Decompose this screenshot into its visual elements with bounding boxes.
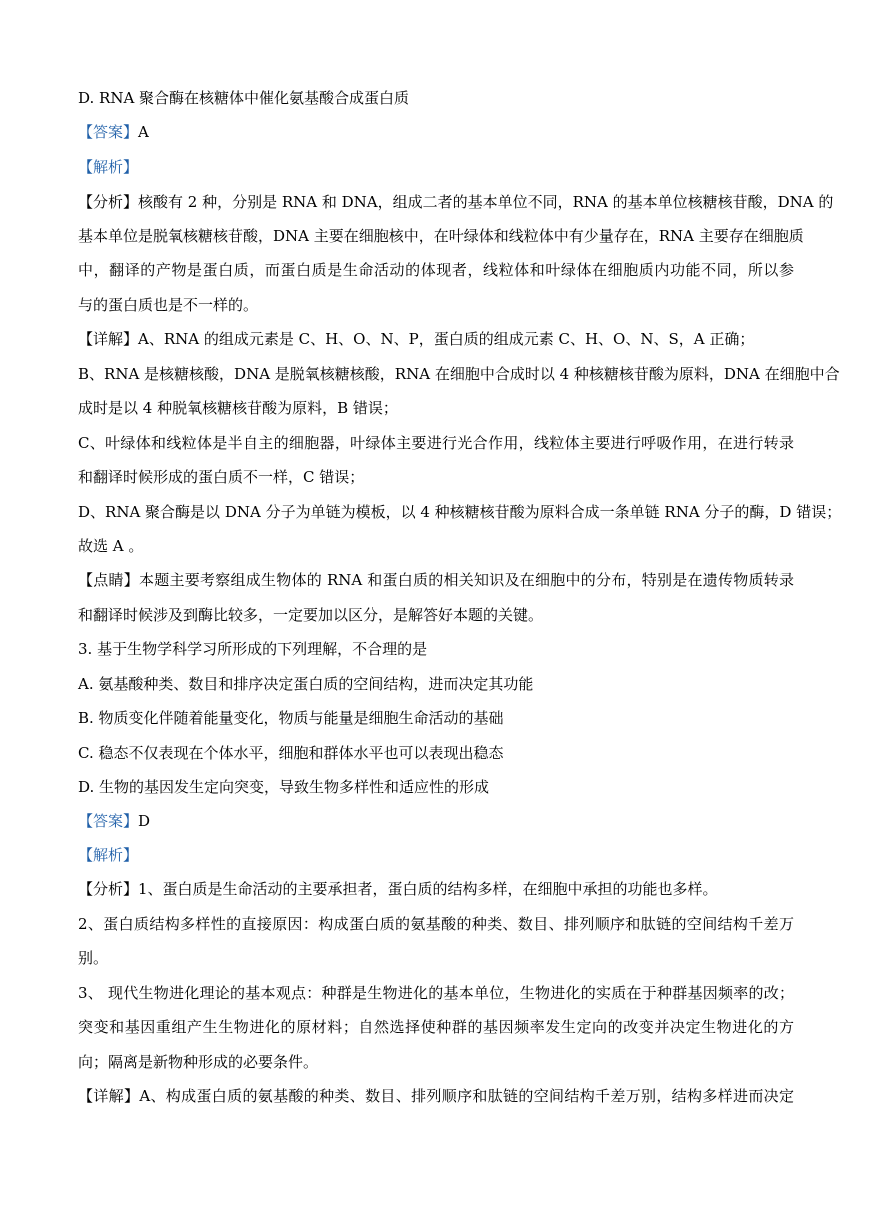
paragraph-line: 与的蛋白质也是不一样的。 (78, 296, 259, 314)
paragraph-line: 别。 (78, 949, 109, 967)
paragraph-line: 【分析】核酸有 2 种，分别是 RNA 和 DNA，组成二者的基本单位不同，RNA 的基本单位核糖核苷酸，DNA 的 (78, 193, 834, 211)
question-stem: 3. 基于生物学科学习所形成的下列理解，不合理的是 (78, 640, 428, 658)
paragraph-line: 【分析】1、蛋白质是生命活动的主要承担者，蛋白质的结构多样，在细胞中承担的功能也多样。 (78, 880, 718, 898)
option-d-line: D. RNA 聚合酶在核糖体中催化氨基酸合成蛋白质 (78, 89, 410, 107)
paragraph-line: 【点睛】本题主要考察组成生物体的 RNA 和蛋白质的相关知识及在细胞中的分布，特别是在遗传物质转录 (78, 571, 794, 589)
paragraph-line: D、RNA 聚合酶是以 DNA 分子为单链为模板，以 4 种核糖核苷酸为原料合成一条单链 RNA 分子的酶，D 错误； (78, 503, 842, 521)
option-b: B. 物质变化伴随着能量变化，物质与能量是细胞生命活动的基础 (78, 709, 504, 727)
answer-line (78, 811, 794, 831)
paragraph-line: C、叶绿体和线粒体是半自主的细胞器，叶绿体主要进行光合作用，线粒体主要进行呼吸作用，在进行转录 (78, 434, 794, 452)
paragraph-line: 向；隔离是新物种形成的必要条件。 (78, 1053, 319, 1071)
paragraph-line: 2、蛋白质结构多样性的直接原因：构成蛋白质的氨基酸的种类、数目、排列顺序和肽链的空间结构千差万 (78, 915, 794, 933)
paragraph-line: 成时是以 4 种脱氧核糖核苷酸为原料，B 错误； (78, 399, 398, 417)
analysis-heading (78, 845, 794, 865)
analysis-tag: 【解析】 (78, 158, 139, 176)
option-c: C. 稳态不仅表现在个体水平，细胞和群体水平也可以表现出稳态 (78, 744, 504, 762)
answer-value: A (138, 123, 149, 141)
paragraph-line: 基本单位是脱氧核糖核苷酸，DNA 主要在细胞核中，在叶绿体和线粒体中有少量存在，RNA 主要存在细胞质 (78, 227, 804, 245)
paragraph-line: 【详解】A、RNA 的组成元素是 C、H、O、N、P，蛋白质的组成元素 C、H、O、N、S，A 正确； (78, 330, 755, 348)
paragraph-line: 3、 现代生物进化理论的基本观点：种群是生物进化的基本单位，生物进化的实质在于种群基因频率的改； (78, 984, 794, 1002)
answer-value: D (138, 812, 151, 830)
analysis-tag: 【解析】 (78, 846, 139, 864)
option-d: D. 生物的基因发生定向突变，导致生物多样性和适应性的形成 (78, 778, 490, 796)
option-a: A. 氨基酸种类、数目和排序决定蛋白质的空间结构，进而决定其功能 (78, 675, 534, 693)
paragraph-line: 和翻译时候涉及到酶比较多，一定要加以区分，是解答好本题的关键。 (78, 606, 544, 624)
answer-tag: 【答案】 (78, 123, 139, 141)
paragraph-line: B、RNA 是核糖核酸，DNA 是脱氧核糖核酸，RNA 在细胞中合成时以 4 种核糖核苷酸为原料，DNA 在细胞中合 (78, 365, 840, 383)
paragraph-line: 故选 A 。 (78, 537, 144, 555)
paragraph-line: 突变和基因重组产生生物进化的原材料；自然选择使种群的基因频率发生定向的改变并决定生物进化的方 (78, 1018, 794, 1036)
answer-tag: 【答案】 (78, 812, 139, 830)
paragraph-line: 【详解】A、构成蛋白质的氨基酸的种类、数目、排列顺序和肽链的空间结构千差万别，结构多样进而决定 (78, 1087, 794, 1105)
paragraph-line: 和翻译时候形成的蛋白质不一样，C 错误； (78, 468, 365, 486)
analysis-heading (78, 157, 794, 177)
answer-line (78, 122, 794, 142)
paragraph-line: 中，翻译的产物是蛋白质，而蛋白质是生命活动的体现者，线粒体和叶绿体在细胞质内功能不同，所以参 (78, 261, 794, 279)
